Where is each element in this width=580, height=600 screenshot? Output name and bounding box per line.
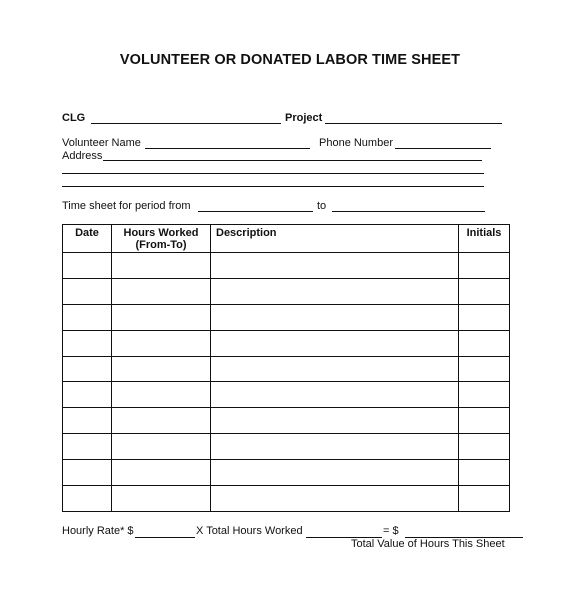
address-field-line2[interactable] [62, 173, 484, 174]
volunteer-name-label: Volunteer Name [62, 137, 141, 149]
volunteer-name-field[interactable] [145, 148, 310, 149]
hours-worked-cell[interactable] [112, 356, 211, 382]
table-body [63, 253, 510, 512]
initials-cell[interactable] [459, 330, 510, 356]
hourly-rate-field[interactable] [135, 537, 195, 538]
period-from-field[interactable] [198, 211, 313, 212]
period-to-field[interactable] [332, 211, 485, 212]
address-label: Address [62, 150, 103, 162]
initials-cell[interactable] [459, 408, 510, 434]
hours-worked-column-header [112, 225, 211, 253]
total-value-label: Total Value of Hours This Sheet [351, 538, 505, 550]
date-cell[interactable] [63, 460, 112, 486]
table-row [63, 278, 510, 304]
description-cell[interactable] [211, 434, 459, 460]
hours-worked-cell[interactable] [112, 434, 211, 460]
time-sheet-table [62, 224, 510, 512]
table-row [63, 304, 510, 330]
table-row [63, 330, 510, 356]
description-cell[interactable] [211, 253, 459, 279]
date-cell[interactable] [63, 382, 112, 408]
table-row [63, 253, 510, 279]
phone-number-label: Phone Number [319, 137, 393, 149]
description-cell[interactable] [211, 486, 459, 512]
initials-cell[interactable] [459, 304, 510, 330]
table-row [63, 460, 510, 486]
description-cell[interactable] [211, 304, 459, 330]
table-header-row [63, 225, 510, 253]
clg-field[interactable] [91, 123, 281, 124]
page-title: VOLUNTEER OR DONATED LABOR TIME SHEET [119, 52, 461, 68]
initials-cell[interactable] [459, 460, 510, 486]
table-row [63, 486, 510, 512]
hours-worked-cell[interactable] [112, 330, 211, 356]
description-cell[interactable] [211, 278, 459, 304]
date-cell[interactable] [63, 486, 112, 512]
date-cell[interactable] [63, 434, 112, 460]
hours-worked-cell[interactable] [112, 304, 211, 330]
table-row [63, 356, 510, 382]
hours-worked-cell[interactable] [112, 253, 211, 279]
hourly-rate-label: Hourly Rate* $ [62, 525, 134, 537]
project-label: Project [285, 112, 323, 124]
description-cell[interactable] [211, 382, 459, 408]
table-row [63, 434, 510, 460]
period-from-label: Time sheet for period from [62, 200, 191, 212]
initials-cell[interactable] [459, 356, 510, 382]
hours-worked-cell[interactable] [112, 486, 211, 512]
address-field-line3[interactable] [62, 186, 484, 187]
date-column-header: Date [63, 225, 112, 253]
initials-cell[interactable] [459, 382, 510, 408]
hours-worked-cell[interactable] [112, 460, 211, 486]
phone-number-field[interactable] [395, 148, 491, 149]
description-column-header: Description [211, 225, 459, 253]
date-cell[interactable] [63, 330, 112, 356]
table-row [63, 382, 510, 408]
hours-worked-cell[interactable] [112, 382, 211, 408]
table-row [63, 408, 510, 434]
description-cell[interactable] [211, 460, 459, 486]
description-cell[interactable] [211, 330, 459, 356]
clg-label: CLG [62, 112, 86, 124]
date-cell[interactable] [63, 304, 112, 330]
date-cell[interactable] [63, 253, 112, 279]
total-hours-label: X Total Hours Worked [196, 525, 303, 537]
date-cell[interactable] [63, 356, 112, 382]
hours-worked-header-line1: Hours Worked [123, 227, 199, 239]
hours-worked-cell[interactable] [112, 408, 211, 434]
date-cell[interactable] [63, 278, 112, 304]
period-to-label: to [317, 200, 327, 212]
description-cell[interactable] [211, 408, 459, 434]
equals-label: = $ [383, 525, 399, 537]
address-field-line1[interactable] [103, 160, 482, 161]
initials-column-header: Initials [459, 225, 510, 253]
hours-worked-cell[interactable] [112, 278, 211, 304]
date-cell[interactable] [63, 408, 112, 434]
initials-cell[interactable] [459, 278, 510, 304]
initials-cell[interactable] [459, 486, 510, 512]
initials-cell[interactable] [459, 253, 510, 279]
project-field[interactable] [325, 123, 502, 124]
hours-worked-header-line2: (From-To) [135, 239, 187, 251]
initials-cell[interactable] [459, 434, 510, 460]
description-cell[interactable] [211, 356, 459, 382]
